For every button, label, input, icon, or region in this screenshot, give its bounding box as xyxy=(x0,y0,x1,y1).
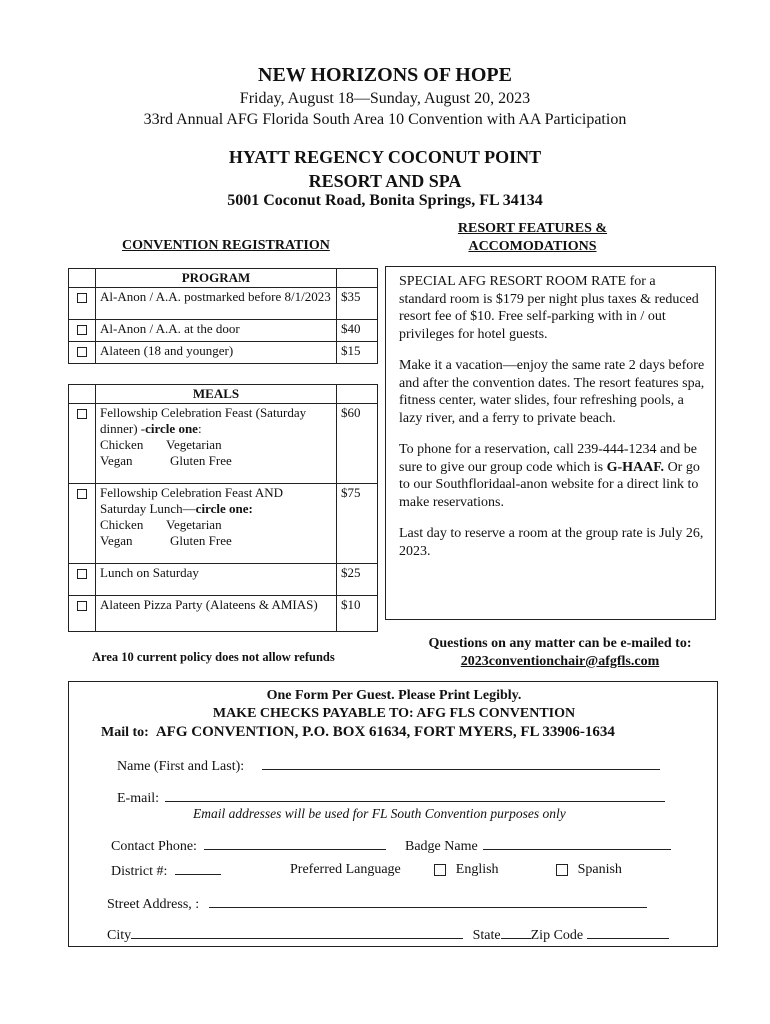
meal-price: $60 xyxy=(337,404,378,484)
meal-option[interactable]: Chicken xyxy=(100,437,144,452)
english-checkbox[interactable] xyxy=(434,864,446,876)
venue-line-1: HYATT REGENCY COCONUT POINT xyxy=(228,147,542,167)
program-header: PROGRAM xyxy=(96,269,337,288)
meal-option[interactable]: Chicken xyxy=(100,517,144,532)
street-address-field[interactable] xyxy=(209,895,647,908)
state-field[interactable] xyxy=(501,926,531,939)
english-label: English xyxy=(455,862,499,877)
checkbox[interactable] xyxy=(77,409,87,419)
email-label: E-mail: xyxy=(117,791,159,806)
convention-name: 33rd Annual AFG Florida South Area 10 Convention with AA Participation xyxy=(143,111,627,128)
resort-deadline-text: Last day to reserve a room at the group rate is July 26, 2023. xyxy=(399,526,704,559)
checkbox[interactable] xyxy=(77,325,87,335)
event-dates: Friday, August 18—Sunday, August 20, 2023 xyxy=(239,90,531,107)
venue-line-2: RESORT AND SPA xyxy=(308,171,462,191)
checks-payable: MAKE CHECKS PAYABLE TO: AFG FLS CONVENTION xyxy=(212,706,576,721)
circle-one-label: circle one xyxy=(145,421,198,436)
district-field[interactable] xyxy=(175,862,221,875)
meal-label: Lunch on Saturday xyxy=(96,564,337,596)
name-row xyxy=(117,757,660,775)
reservation-text-post: Or go to our Southfloridaal-anon website for a direct link to make reservations. xyxy=(399,459,700,510)
venue-name xyxy=(0,145,770,193)
state-label: State xyxy=(472,928,501,943)
questions-block xyxy=(410,635,710,671)
meal-option[interactable]: Vegan xyxy=(100,533,133,548)
table-row xyxy=(69,404,378,484)
meal-option[interactable]: Gluten Free xyxy=(170,533,232,548)
table-row xyxy=(69,564,378,596)
registration-heading: CONVENTION REGISTRATION xyxy=(122,238,330,253)
header-spacer xyxy=(337,269,378,288)
email-field[interactable] xyxy=(165,789,665,802)
resort-heading-line-2: ACCOMODATIONS xyxy=(468,239,597,254)
meal-option[interactable]: Vegetarian xyxy=(166,437,222,452)
program-item-label: Alateen (18 and younger) xyxy=(96,342,337,364)
meal-label: Alateen Pizza Party (Alateens & AMIAS) xyxy=(96,596,337,632)
colon: : xyxy=(197,421,202,436)
meals-table xyxy=(68,384,378,632)
resort-rate-text: SPECIAL AFG RESORT ROOM RATE for a standard room is $179 per night plus taxes & reduced resort fee of $10. Free self-parking with in / out privileges for hotel guests. xyxy=(399,274,699,342)
circle-one-label: circle one: xyxy=(195,501,253,516)
table-row xyxy=(69,484,378,564)
resort-vacation-text: Make it a vacation—enjoy the same rate 2 days before and after the convention dates. The resort features spa, fitness center, water slides, four refreshing pools, a lazy river, and a ferry to private beach. xyxy=(399,358,705,426)
meal-label: Fellowship Celebration Feast AND Saturday Lunch— xyxy=(100,485,284,516)
city-row xyxy=(107,926,669,944)
program-item-price: $35 xyxy=(337,288,378,320)
header-spacer xyxy=(69,385,96,404)
meal-label: Fellowship Celebration Feast (Saturday dinner) - xyxy=(100,405,307,436)
meal-option[interactable]: Vegan xyxy=(100,453,133,468)
email-note: Email addresses will be used for FL South Convention purposes only xyxy=(193,806,566,821)
header-spacer xyxy=(337,385,378,404)
checkbox[interactable] xyxy=(77,347,87,357)
group-code: G-HAAF. xyxy=(606,459,665,475)
resort-heading-line-1: RESORT FEATURES & xyxy=(457,221,608,236)
mail-to-line xyxy=(101,724,615,741)
reservation-text-pre: To phone for a reservation, call 239-444-1234 and be sure to give our group code which is xyxy=(399,442,697,475)
meal-price: $25 xyxy=(337,564,378,596)
meal-price: $10 xyxy=(337,596,378,632)
name-label: Name (First and Last): xyxy=(117,759,245,774)
badge-label: Badge Name xyxy=(405,839,478,854)
meal-feast-lunch xyxy=(96,484,337,564)
venue-address: 5001 Coconut Road, Bonita Springs, FL 34134 xyxy=(227,192,543,209)
street-row xyxy=(107,895,647,913)
program-table xyxy=(68,268,378,364)
mail-to-label: Mail to: xyxy=(101,725,149,740)
district-row xyxy=(111,862,221,880)
meal-price: $75 xyxy=(337,484,378,564)
zip-label: Zip Code xyxy=(530,928,584,943)
table-row xyxy=(69,320,378,342)
spanish-checkbox[interactable] xyxy=(556,864,568,876)
meal-option[interactable]: Gluten Free xyxy=(170,453,232,468)
program-item-label: Al-Anon / A.A. at the door xyxy=(96,320,337,342)
form-instruction: One Form Per Guest. Please Print Legibly. xyxy=(266,688,522,703)
program-item-label: Al-Anon / A.A. postmarked before 8/1/2023 xyxy=(96,288,337,320)
resort-info-box xyxy=(385,266,716,620)
spanish-label: Spanish xyxy=(577,862,622,877)
phone-label: Contact Phone: xyxy=(111,839,197,854)
resort-heading xyxy=(440,220,625,256)
city-field[interactable] xyxy=(131,926,463,939)
checkbox[interactable] xyxy=(77,601,87,611)
meal-feast xyxy=(96,404,337,484)
phone-row xyxy=(111,837,386,855)
zip-field[interactable] xyxy=(587,926,669,939)
questions-text: Questions on any matter can be e-mailed to: xyxy=(428,636,692,651)
phone-field[interactable] xyxy=(204,837,386,850)
checkbox[interactable] xyxy=(77,489,87,499)
table-row xyxy=(69,596,378,632)
checkbox[interactable] xyxy=(77,293,87,303)
meals-header: MEALS xyxy=(96,385,337,404)
table-row xyxy=(69,342,378,364)
program-item-price: $40 xyxy=(337,320,378,342)
page-title: NEW HORIZONS OF HOPE xyxy=(258,64,512,86)
badge-row xyxy=(405,837,671,855)
name-field[interactable] xyxy=(262,757,660,770)
city-label: City xyxy=(107,928,132,943)
program-item-price: $15 xyxy=(337,342,378,364)
language-row xyxy=(290,862,622,878)
table-row xyxy=(69,288,378,320)
street-label: Street Address, : xyxy=(107,897,200,912)
badge-name-field[interactable] xyxy=(483,837,671,850)
registration-form xyxy=(68,681,718,947)
language-label: Preferred Language xyxy=(290,862,401,877)
contact-email-link[interactable]: 2023conventionchair@afgfls.com xyxy=(460,654,660,669)
resort-reservation-text xyxy=(399,441,705,511)
district-label: District #: xyxy=(111,864,168,879)
email-row xyxy=(117,789,665,807)
mail-address: AFG CONVENTION, P.O. BOX 61634, FORT MYERS, FL 33906-1634 xyxy=(155,724,615,740)
refund-note: Area 10 current policy does not allow refunds xyxy=(92,650,335,664)
header-spacer xyxy=(69,269,96,288)
checkbox[interactable] xyxy=(77,569,87,579)
meal-option[interactable]: Vegetarian xyxy=(166,517,222,532)
